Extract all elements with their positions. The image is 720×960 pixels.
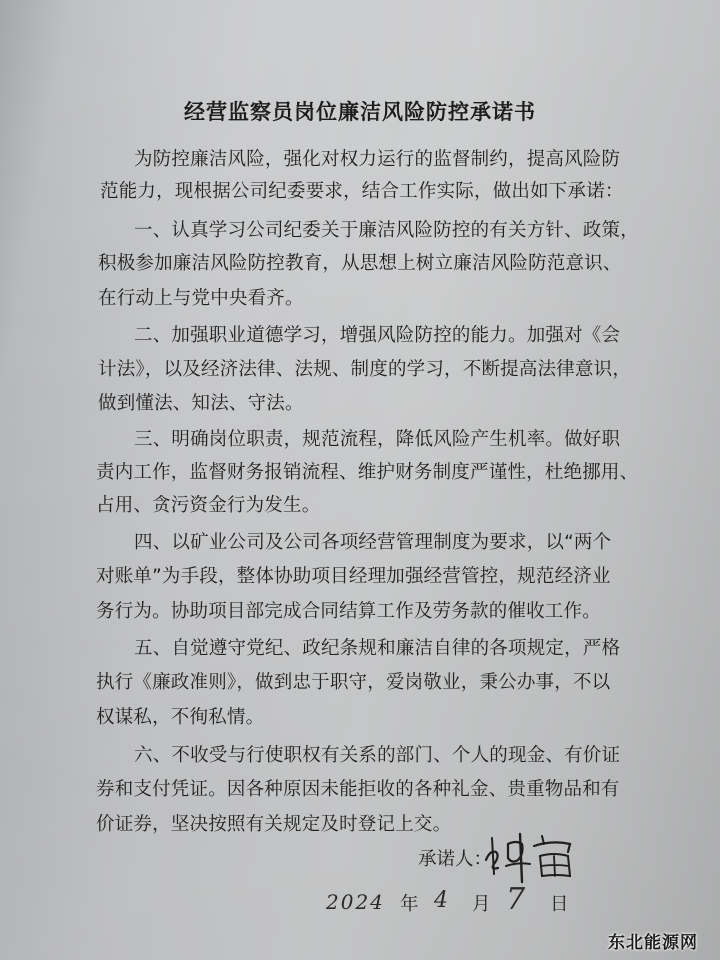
body-line: 六、不收受与行使职权有关系的部门、个人的现金、有价证 bbox=[134, 745, 621, 766]
body-line: 四、以矿业公司及公司各项经营管理制度为要求，以“两个 bbox=[134, 532, 612, 553]
signer-label: 承诺人： bbox=[418, 849, 493, 870]
body-line: 积极参加廉洁风险防控教育，从思想上树立廉洁风险防范意识、 bbox=[98, 253, 622, 274]
body-line: 计法》，以及经济法律、法规、制度的学习，不断提高法律意识， bbox=[98, 359, 632, 380]
site-watermark: 东北能源网 bbox=[608, 933, 698, 953]
document-title: 经营监察员岗位廉洁风险防控承诺书 bbox=[184, 100, 536, 124]
handwritten-signature bbox=[482, 830, 592, 886]
body-line: 价证券，坚决按照有关规定及时登记上交。 bbox=[96, 814, 452, 835]
body-line: 范能力，现根据公司纪委要求，结合工作实际，做出如下承诺： bbox=[100, 181, 624, 202]
date-day: 7 bbox=[506, 882, 526, 917]
body-line: 在行动上与党中央看齐。 bbox=[98, 288, 304, 309]
body-line: 责内工作，监督财务报销流程、维护财务制度严谨性，杜绝挪用、 bbox=[96, 462, 639, 483]
body-line: 对账单”为手段，整体协助项目经理加强经营管控，规范经济业 bbox=[96, 566, 611, 587]
body-line: 五、自觉遵守党纪、政纪条规和廉洁自律的各项规定，严格 bbox=[134, 638, 621, 659]
body-line: 三、明确岗位职责，规范流程，降低风险产生机率。做好职 bbox=[134, 429, 621, 450]
body-line: 务行为。协助项目部完成合同结算工作及劳务款的催收工作。 bbox=[96, 601, 601, 622]
body-line: 为防控廉洁风险，强化对权力运行的监督制约，提高风险防 bbox=[134, 149, 621, 170]
body-line: 权谋私，不徇私情。 bbox=[96, 707, 265, 728]
signature-date bbox=[326, 882, 586, 924]
body-line: 一、认真学习公司纪委关于廉洁风险防控的有关方针、政策， bbox=[134, 220, 639, 241]
body-line: 执行《廉政准则》，做到忠于职守，爱岗敬业，秉公办事，不以 bbox=[96, 672, 611, 693]
body-line: 做到懂法、知法、守法。 bbox=[98, 393, 304, 414]
date-month: 4 bbox=[434, 888, 448, 913]
body-line: 券和支付凭证。因各种原因未能拒收的各种礼金、贵重物品和有 bbox=[96, 779, 620, 800]
body-line: 二、加强职业道德学习，增强风险防控的能力。加强对《会 bbox=[134, 325, 621, 346]
date-year-label: 年 bbox=[400, 894, 419, 915]
date-day-label: 日 bbox=[550, 894, 569, 915]
body-line: 占用、贪污资金行为发生。 bbox=[96, 495, 321, 516]
date-year: 2024 bbox=[326, 890, 385, 914]
date-month-label: 月 bbox=[472, 894, 491, 915]
